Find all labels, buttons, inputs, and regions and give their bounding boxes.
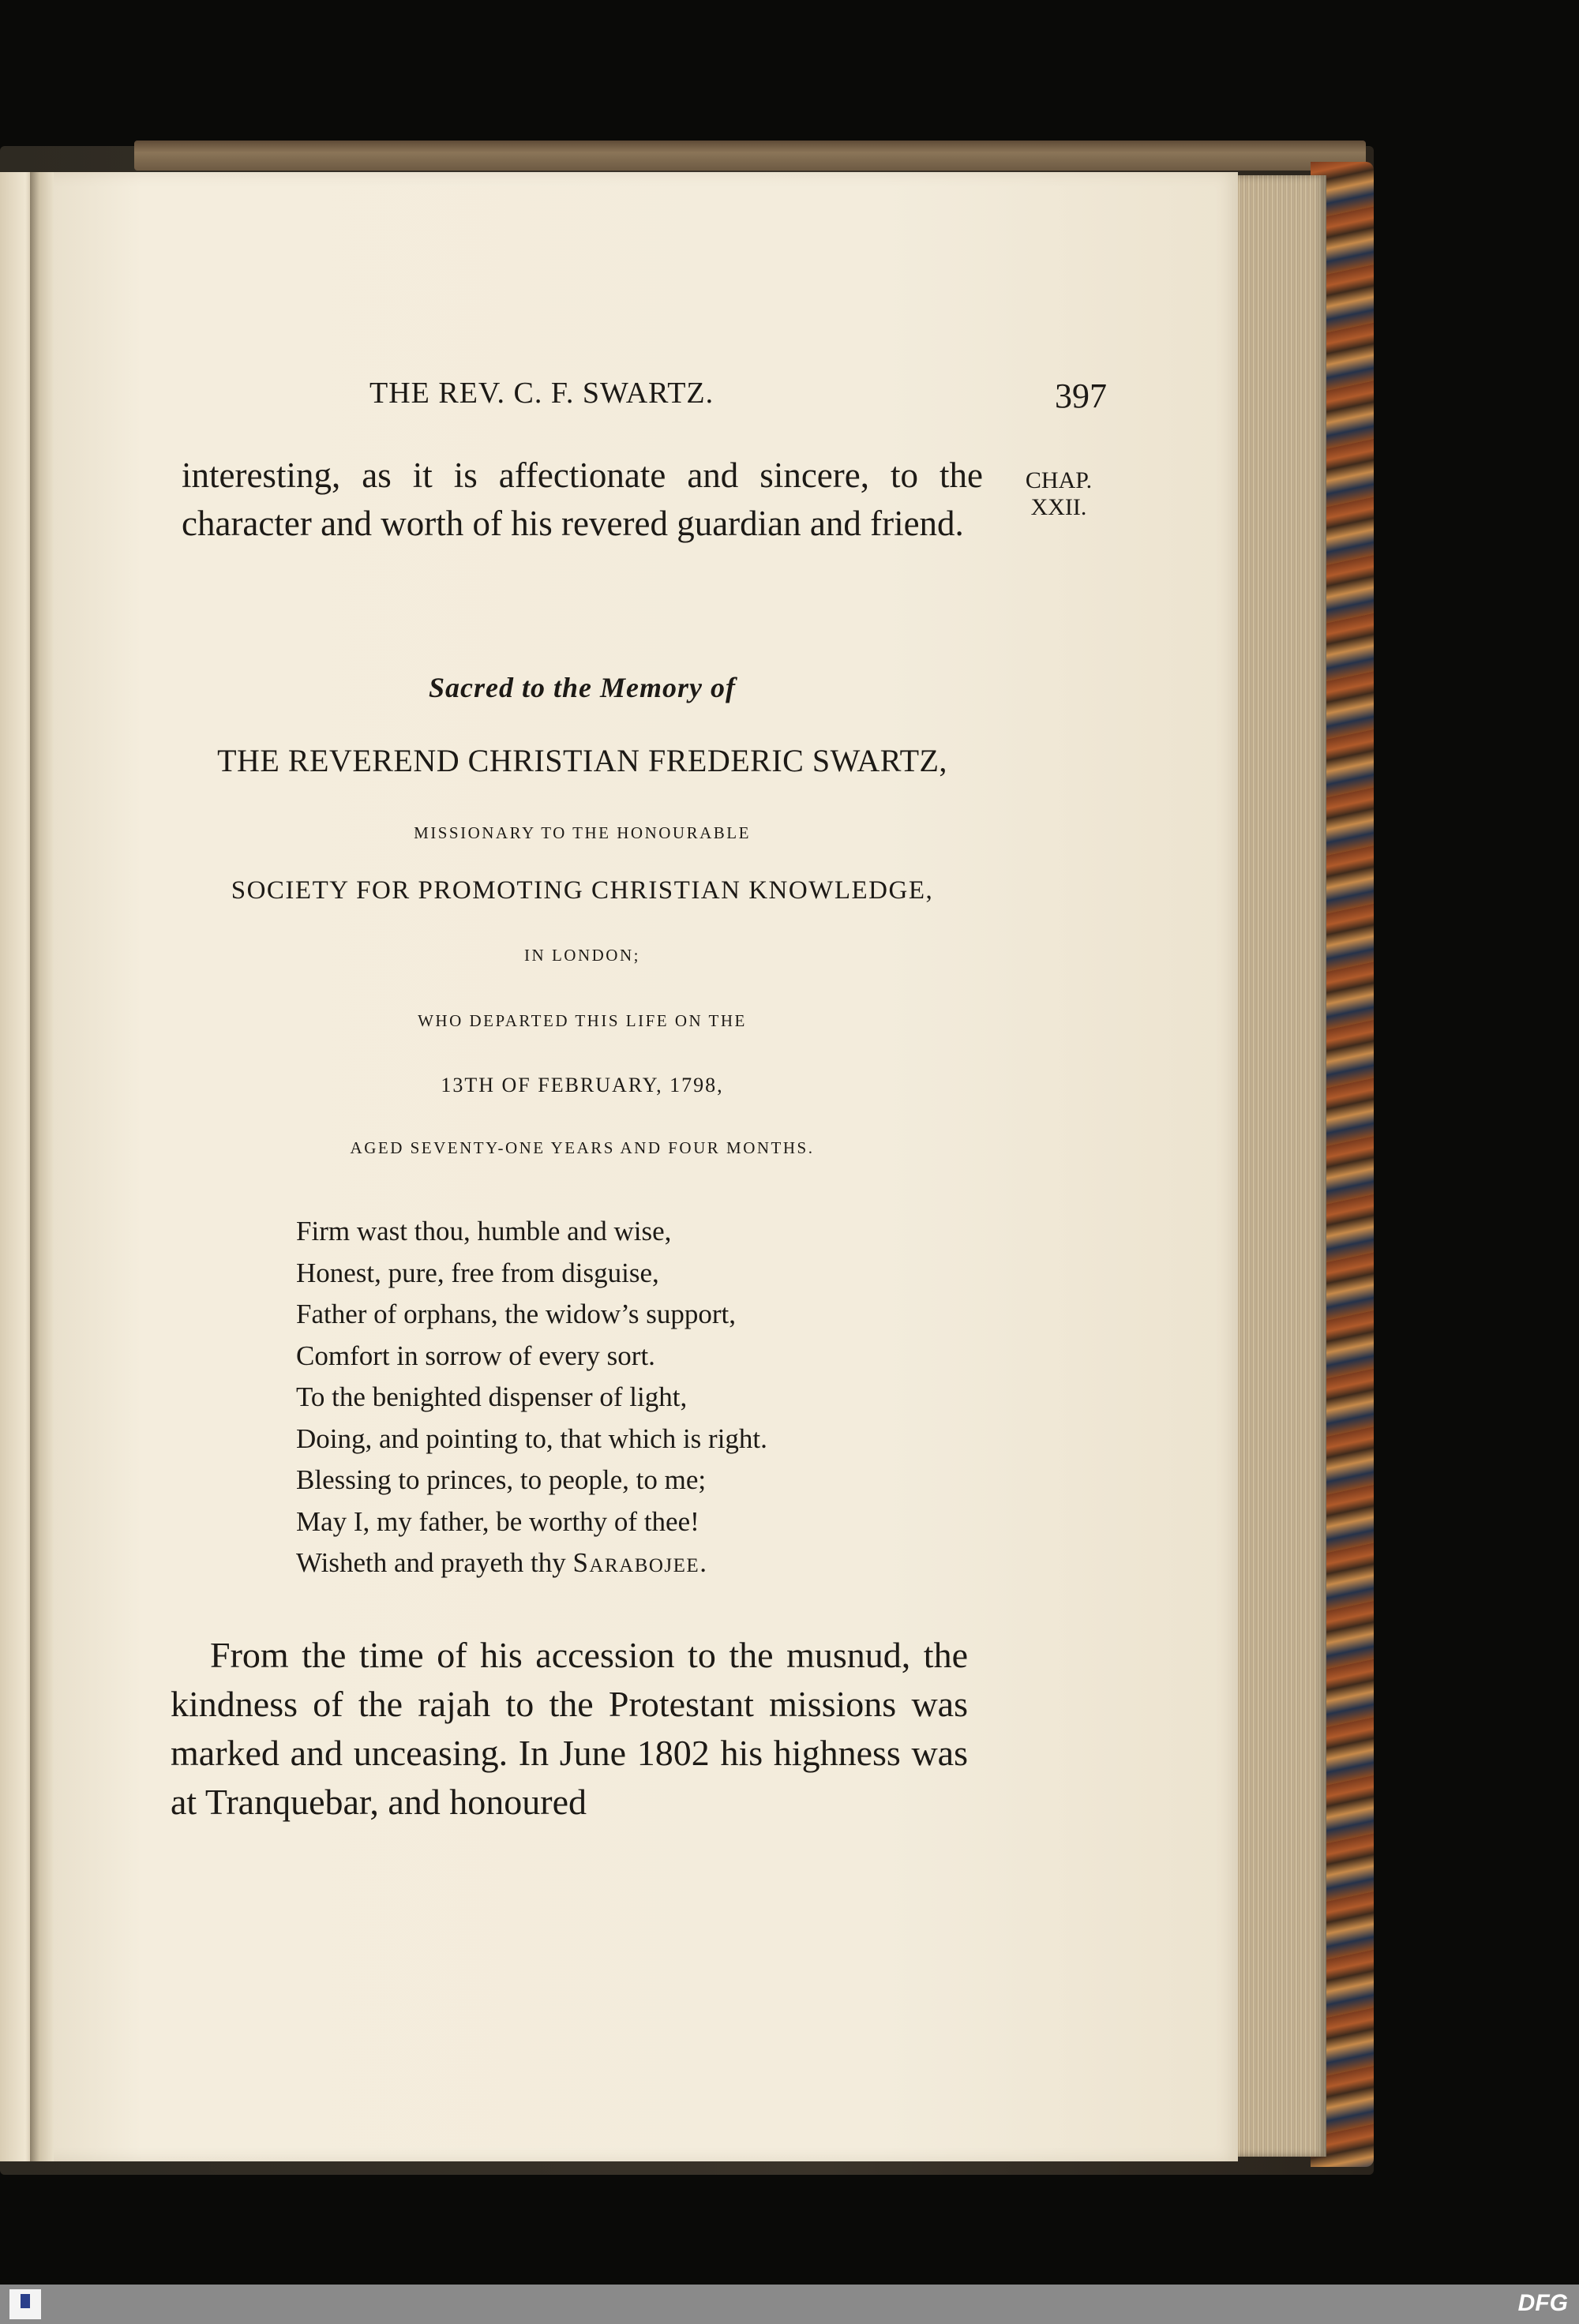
- chapter-label: CHAP.: [1025, 467, 1093, 493]
- poem-final-line: [296, 1542, 767, 1584]
- poem-final-prefix: Wisheth and prayeth thy: [296, 1547, 566, 1578]
- dfg-logo: DFG: [1517, 2290, 1568, 2316]
- running-head: THE REV. C. F. SWARTZ.: [369, 377, 714, 410]
- poem-line: Comfort in sorrow of every sort.: [296, 1340, 655, 1371]
- poem-line: To the benighted dispenser of light,: [296, 1381, 688, 1412]
- epitaph-missionary-line: MISSIONARY TO THE HONOURABLE: [414, 823, 751, 842]
- poem-signature: Sarabojee.: [572, 1547, 708, 1578]
- epitaph-name: THE REVEREND CHRISTIAN FREDERIC SWARTZ,: [217, 743, 947, 778]
- epitaph-london-line: IN LONDON;: [524, 946, 640, 965]
- epitaph-poem: [296, 1211, 767, 1584]
- library-logo-icon: [9, 2289, 41, 2319]
- poem-line: Honest, pure, free from disguise,: [296, 1257, 659, 1288]
- poem-line: May I, my father, be worthy of thee!: [296, 1505, 699, 1537]
- page-edges: [1232, 175, 1326, 2157]
- poem-line: Firm wast thou, humble and wise,: [296, 1216, 672, 1246]
- poem-line: Father of orphans, the widow’s support,: [296, 1299, 737, 1329]
- paragraph-bottom: [171, 1631, 968, 1827]
- epitaph-departed-line: WHO DEPARTED THIS LIFE ON THE: [418, 1011, 747, 1030]
- poem-line: Doing, and pointing to, that which is right.: [296, 1423, 767, 1454]
- paragraph-top-text: interesting, as it is affectionate and sincere, to the character and worth of his revered guardian and friend.: [182, 455, 983, 543]
- epitaph-society: SOCIETY FOR PROMOTING CHRISTIAN KNOWLEDGE,: [231, 876, 934, 905]
- epitaph-heading: Sacred to the Memory of: [429, 672, 736, 703]
- paragraph-top: [182, 452, 983, 548]
- page-gutter: [30, 172, 54, 2161]
- chapter-marker: [1015, 467, 1102, 521]
- epitaph-date: 13TH OF FEBRUARY, 1798,: [441, 1074, 724, 1096]
- poem-line: Blessing to princes, to people, to me;: [296, 1464, 707, 1495]
- chapter-number: XXII.: [1030, 494, 1087, 520]
- scan-footer-bar: [0, 2285, 1579, 2324]
- epitaph-aged-line: AGED SEVENTY-ONE YEARS AND FOUR MONTHS.: [350, 1138, 815, 1157]
- page-number: 397: [1055, 377, 1107, 415]
- book-spine-top-edge: [134, 141, 1366, 171]
- paragraph-bottom-text: From the time of his accession to the musnud, the kindness of the rajah to the Protestant missions was marked and unceasing. In June 1802 his highness was at Tranquebar, and honoured: [171, 1635, 968, 1822]
